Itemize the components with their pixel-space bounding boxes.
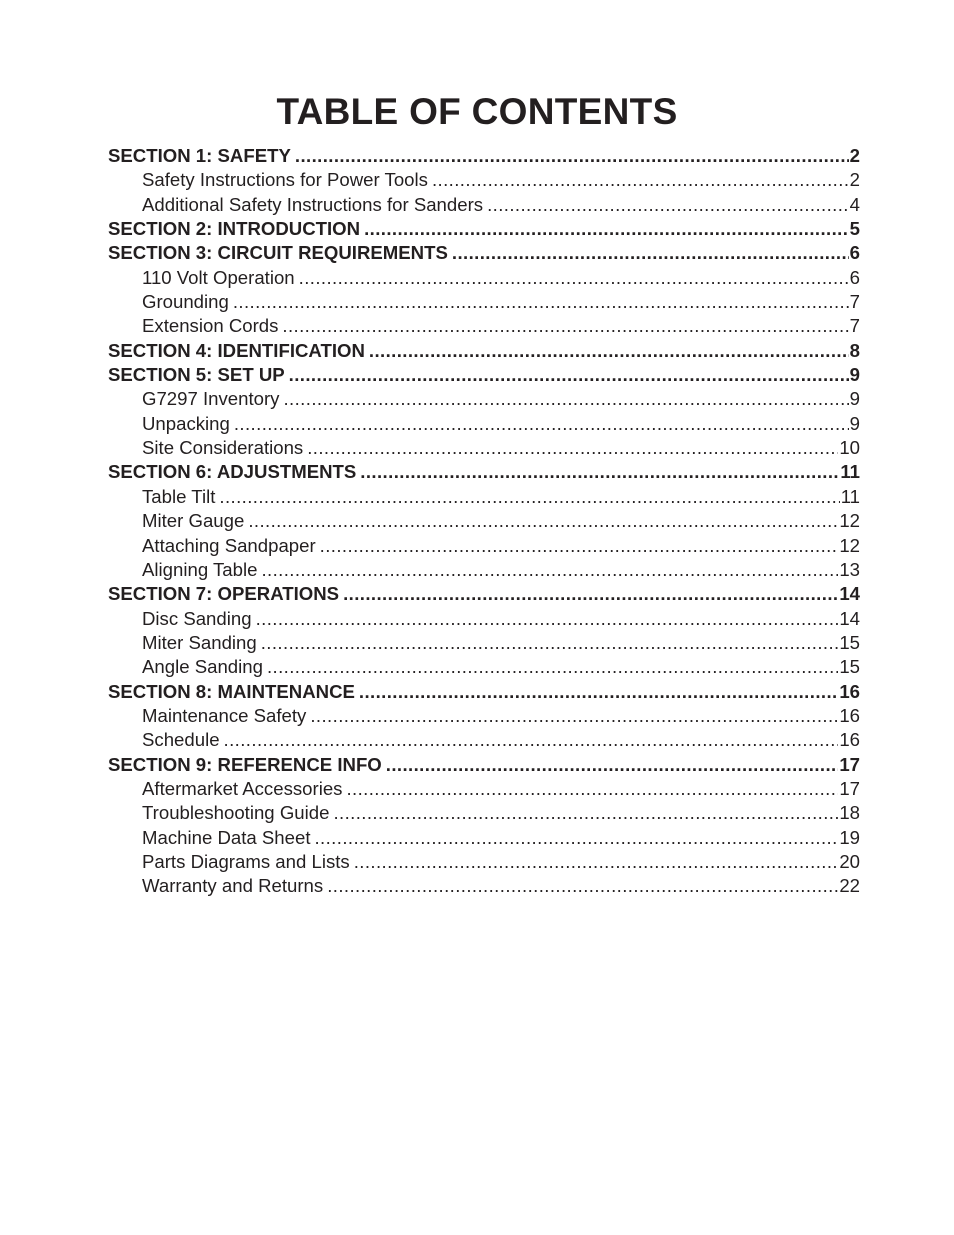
toc-page-number: 5 — [849, 218, 860, 240]
toc-dot-leader — [327, 874, 838, 898]
toc-subsection-entry[interactable] — [108, 655, 860, 679]
toc-entry-label: G7297 Inventory — [142, 388, 280, 410]
toc-dot-leader — [354, 850, 839, 874]
toc-dot-leader — [343, 582, 838, 606]
toc-entry-label: SECTION 7: OPERATIONS — [108, 583, 340, 605]
toc-dot-leader — [283, 387, 848, 411]
toc-entry-label: SECTION 8: MAINTENANCE — [108, 680, 355, 702]
toc-page-number: 19 — [839, 826, 860, 848]
toc-entry-label: Miter Gauge — [142, 510, 245, 532]
toc-dot-leader — [369, 339, 849, 363]
toc-subsection-entry[interactable] — [108, 436, 860, 460]
toc-page-number: 6 — [849, 242, 860, 264]
toc-section-entry[interactable] — [108, 680, 860, 704]
toc-dot-leader — [219, 485, 839, 509]
toc-page-number: 6 — [849, 266, 860, 288]
toc-page-number: 11 — [840, 461, 860, 483]
toc-page-number: 15 — [839, 656, 860, 678]
toc-dot-leader — [267, 655, 838, 679]
toc-subsection-entry[interactable] — [108, 558, 860, 582]
toc-dot-leader — [364, 217, 849, 241]
toc-dot-leader — [234, 412, 849, 436]
toc-entry-label: Warranty and Returns — [142, 875, 324, 897]
toc-section-entry[interactable] — [108, 144, 860, 168]
toc-page-number: 15 — [839, 631, 860, 653]
toc-subsection-entry[interactable] — [108, 168, 860, 192]
toc-dot-leader — [224, 728, 839, 752]
toc-entry-label: 110 Volt Operation — [142, 266, 295, 288]
toc-section-entry[interactable] — [108, 241, 860, 265]
toc-dot-leader — [314, 826, 838, 850]
toc-page-number: 9 — [849, 388, 860, 410]
toc-entry-label: Machine Data Sheet — [142, 826, 311, 848]
toc-subsection-entry[interactable] — [108, 607, 860, 631]
toc-page-number: 22 — [839, 875, 860, 897]
toc-entry-label: Site Considerations — [142, 437, 304, 459]
toc-entry-label: SECTION 4: IDENTIFICATION — [108, 339, 365, 361]
toc-entry-label: Angle Sanding — [142, 656, 263, 678]
toc-dot-leader — [432, 168, 849, 192]
toc-subsection-entry[interactable] — [108, 728, 860, 752]
toc-subsection-entry[interactable] — [108, 874, 860, 898]
toc-subsection-entry[interactable] — [108, 412, 860, 436]
toc-subsection-entry[interactable] — [108, 826, 860, 850]
toc-section-entry[interactable] — [108, 753, 860, 777]
toc-entry-label: Miter Sanding — [142, 631, 257, 653]
toc-entry-label: Aligning Table — [142, 558, 258, 580]
toc-dot-leader — [346, 777, 838, 801]
toc-entry-label: Safety Instructions for Power Tools — [142, 169, 428, 191]
toc-page-number: 16 — [839, 680, 860, 702]
toc-subsection-entry[interactable] — [108, 485, 860, 509]
toc-page-number: 7 — [849, 315, 860, 337]
toc-page-number: 17 — [839, 753, 860, 775]
toc-entry-label: SECTION 5: SET UP — [108, 364, 285, 386]
toc-section-entry[interactable] — [108, 217, 860, 241]
toc-entry-label: Disc Sanding — [142, 607, 252, 629]
toc-page-number: 18 — [839, 802, 860, 824]
toc-dot-leader — [256, 607, 839, 631]
toc-subsection-entry[interactable] — [108, 509, 860, 533]
toc-page-number: 9 — [849, 412, 860, 434]
toc-entry-label: Schedule — [142, 729, 220, 751]
toc-dot-leader — [233, 290, 849, 314]
toc-page-number: 14 — [839, 607, 860, 629]
toc-page-number: 7 — [849, 291, 860, 313]
toc-dot-leader — [295, 144, 849, 168]
toc-page-number: 14 — [839, 583, 860, 605]
toc-page-number: 16 — [839, 729, 860, 751]
toc-page-number: 17 — [839, 777, 860, 799]
toc-entry-label: SECTION 3: CIRCUIT REQUIREMENTS — [108, 242, 448, 264]
toc-page-number: 8 — [849, 339, 860, 361]
toc-subsection-entry[interactable] — [108, 704, 860, 728]
table-of-contents — [108, 144, 860, 899]
toc-page-number: 2 — [849, 145, 860, 166]
toc-section-entry[interactable] — [108, 339, 860, 363]
toc-entry-label: Unpacking — [142, 412, 230, 434]
toc-entry-label: Parts Diagrams and Lists — [142, 850, 350, 872]
toc-page-number: 16 — [839, 704, 860, 726]
toc-entry-label: SECTION 9: REFERENCE INFO — [108, 753, 382, 775]
toc-subsection-entry[interactable] — [108, 777, 860, 801]
toc-page-number: 9 — [849, 364, 860, 386]
toc-page-number: 12 — [839, 534, 860, 556]
toc-dot-leader — [487, 193, 849, 217]
toc-dot-leader — [307, 436, 838, 460]
toc-subsection-entry[interactable] — [108, 387, 860, 411]
toc-entry-label: Maintenance Safety — [142, 704, 307, 726]
toc-dot-leader — [360, 460, 839, 484]
toc-subsection-entry[interactable] — [108, 850, 860, 874]
toc-entry-label: Aftermarket Accessories — [142, 777, 343, 799]
toc-dot-leader — [248, 509, 838, 533]
toc-entry-label: Additional Safety Instructions for Sanders — [142, 193, 484, 215]
toc-page-number: 4 — [849, 193, 860, 215]
toc-section-entry[interactable] — [108, 582, 860, 606]
toc-page-number: 12 — [839, 510, 860, 532]
toc-subsection-entry[interactable] — [108, 314, 860, 338]
toc-dot-leader — [333, 801, 838, 825]
toc-subsection-entry[interactable] — [108, 534, 860, 558]
toc-dot-leader — [261, 558, 838, 582]
toc-subsection-entry[interactable] — [108, 801, 860, 825]
toc-dot-leader — [261, 631, 839, 655]
toc-subsection-entry[interactable] — [108, 290, 860, 314]
page-title: TABLE OF CONTENTS — [276, 90, 678, 132]
toc-dot-leader — [386, 753, 839, 777]
toc-page-number: 20 — [839, 850, 860, 872]
toc-entry-label: SECTION 1: SAFETY — [108, 145, 291, 166]
toc-page-number: 13 — [839, 558, 860, 580]
toc-entry-label: Grounding — [142, 291, 229, 313]
toc-entry-label: SECTION 6: ADJUSTMENTS — [108, 461, 357, 483]
toc-dot-leader — [320, 534, 839, 558]
toc-subsection-entry[interactable] — [108, 193, 860, 217]
toc-entry-label: SECTION 2: INTRODUCTION — [108, 218, 361, 240]
toc-dot-leader — [359, 680, 838, 704]
toc-entry-label: Troubleshooting Guide — [142, 802, 330, 824]
toc-page-number: 2 — [849, 169, 860, 191]
toc-dot-leader — [310, 704, 838, 728]
toc-subsection-entry[interactable] — [108, 631, 860, 655]
toc-section-entry[interactable] — [108, 363, 860, 387]
toc-dot-leader — [452, 241, 849, 265]
toc-dot-leader — [299, 266, 849, 290]
toc-dot-leader — [282, 314, 848, 338]
toc-entry-label: Table Tilt — [142, 485, 216, 507]
toc-entry-label: Extension Cords — [142, 315, 279, 337]
toc-dot-leader — [289, 363, 849, 387]
toc-entry-label: Attaching Sandpaper — [142, 534, 316, 556]
toc-subsection-entry[interactable] — [108, 266, 860, 290]
toc-page-number: 11 — [840, 485, 860, 507]
toc-page-number: 10 — [839, 437, 860, 459]
toc-section-entry[interactable] — [108, 460, 860, 484]
